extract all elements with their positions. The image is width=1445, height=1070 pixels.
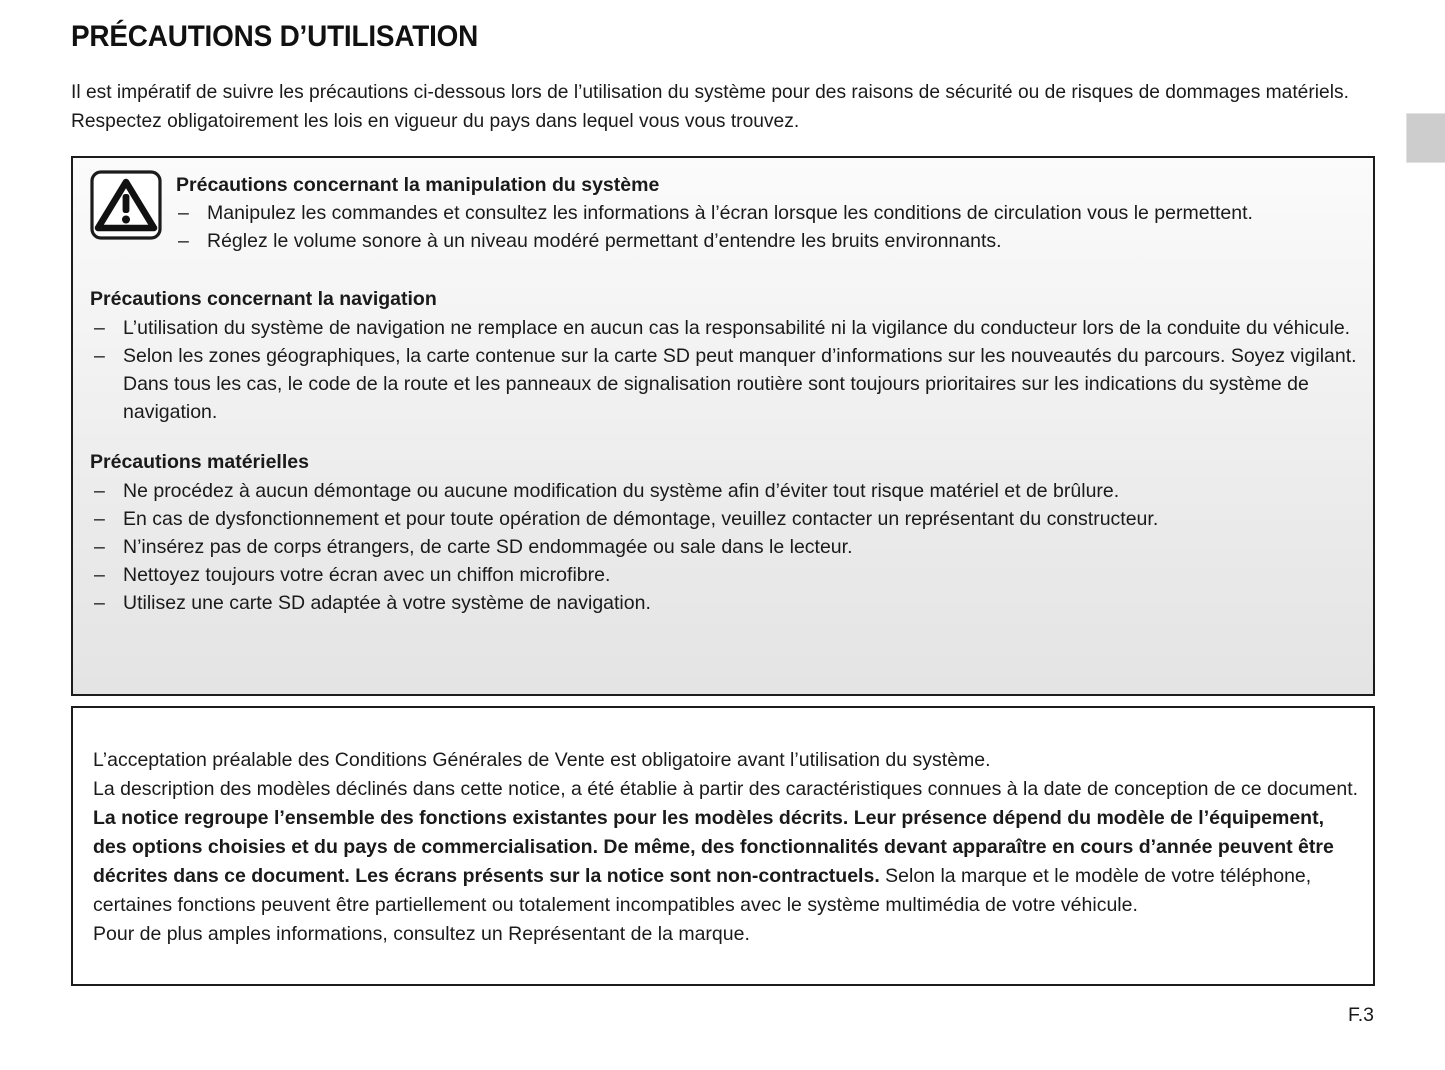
page-number: F.3 (1347, 1004, 1374, 1026)
warning-triangle-icon (89, 170, 163, 240)
dash-bullet-icon: – (94, 564, 105, 586)
legal-notice-box (71, 706, 1375, 986)
navigation-precautions-heading: Précautions concernant la navigation (90, 288, 437, 310)
material-precautions-heading: Précautions matérielles (90, 451, 309, 473)
dash-bullet-icon: – (94, 536, 105, 558)
notice-p2-lead: La description des modèles déclinés dans cette notice, a été établie à partir des caractéristiques connues à la date de conception de ce document. (93, 778, 1359, 800)
list-item (90, 342, 1360, 426)
list-item (90, 561, 1360, 589)
notice-line-3: Pour de plus amples informations, consultez un Représentant de la marque. (93, 923, 750, 945)
list-item (90, 477, 1360, 505)
navigation-precautions-section (90, 285, 1360, 426)
list-item-text: L’utilisation du système de navigation ne remplace en aucun cas la responsabilité ni la vigilance du conducteur lors de la conduite du véhicule. (123, 317, 1351, 339)
notice-paragraph-2 (93, 775, 1361, 920)
notice-p2-emphasis: La notice regroupe l’ensemble des fonctions existantes pour les modèles décrits. Leur présence dépend du modèle de l’équipement, des options choisies et du pays de commercialisation. De même, des fonctionnalités devant apparaître en cours d’année peuvent être décrites dans ce document. Les écrans présents sur la notice sont non-contractuels. (93, 807, 1334, 887)
list-item (176, 227, 1368, 255)
page-edge-tab-marker (1406, 113, 1445, 163)
list-item-text: N’insérez pas de corps étrangers, de carte SD endommagée ou sale dans le lecteur. (123, 536, 853, 558)
material-precautions-list (90, 477, 1360, 617)
list-item (90, 314, 1360, 342)
list-item (90, 533, 1360, 561)
dash-bullet-icon: – (178, 230, 189, 252)
list-item-text: En cas de dysfonctionnement et pour toute opération de démontage, veuillez contacter un représentant du constructeur. (123, 508, 1159, 530)
list-item (176, 199, 1368, 227)
list-item-text: Manipulez les commandes et consultez les informations à l’écran lorsque les conditions de circulation vous le permettent. (207, 202, 1253, 224)
material-precautions-section (90, 448, 1360, 617)
notice-p2-tail: Selon la marque et le modèle de votre téléphone, certaines fonctions peuvent être partiellement ou totalement incompatibles avec le système multimédia de votre véhicule. (93, 865, 1312, 916)
list-item (90, 589, 1360, 617)
dash-bullet-icon: – (94, 480, 105, 502)
dash-bullet-icon: – (94, 508, 105, 530)
intro-paragraph: Il est impératif de suivre les précautions ci-dessous lors de l’utilisation du système pour des raisons de sécurité ou de risques de dommages matériels. Respectez obligatoirement les lois en vigueur du pays dans lequel vous vous trouvez. (71, 81, 1349, 132)
notice-line-1: L’acceptation préalable des Conditions Générales de Vente est obligatoire avant l’utilisation du système. (93, 749, 991, 771)
list-item-text: Nettoyez toujours votre écran avec un chiffon microfibre. (123, 564, 611, 586)
system-precautions-list (176, 199, 1368, 255)
list-item-text: Réglez le volume sonore à un niveau modéré permettant d’entendre les bruits environnants. (207, 230, 1002, 252)
dash-bullet-icon: – (94, 592, 105, 614)
system-precautions-heading: Précautions concernant la manipulation du système (176, 174, 660, 196)
page-title: PRÉCAUTIONS D’UTILISATION (71, 20, 479, 53)
precautions-warning-box (71, 156, 1375, 696)
dash-bullet-icon: – (94, 345, 105, 367)
dash-bullet-icon: – (178, 202, 189, 224)
dash-bullet-icon: – (94, 317, 105, 339)
list-item-text: Ne procédez à aucun démontage ou aucune modification du système afin d’éviter tout risque matériel et de brûlure. (123, 480, 1120, 502)
legal-notice-text (93, 746, 1361, 949)
navigation-precautions-list (90, 314, 1360, 426)
list-item-text: Selon les zones géographiques, la carte contenue sur la carte SD peut manquer d’informations sur les nouveautés du parcours. Soyez vigilant. Dans tous les cas, le code de la route et les panneaux de signalisation routière sont toujours prioritaires sur les indications du système de navigation. (123, 345, 1357, 423)
list-item-text: Utilisez une carte SD adaptée à votre système de navigation. (123, 592, 651, 614)
list-item (90, 505, 1360, 533)
